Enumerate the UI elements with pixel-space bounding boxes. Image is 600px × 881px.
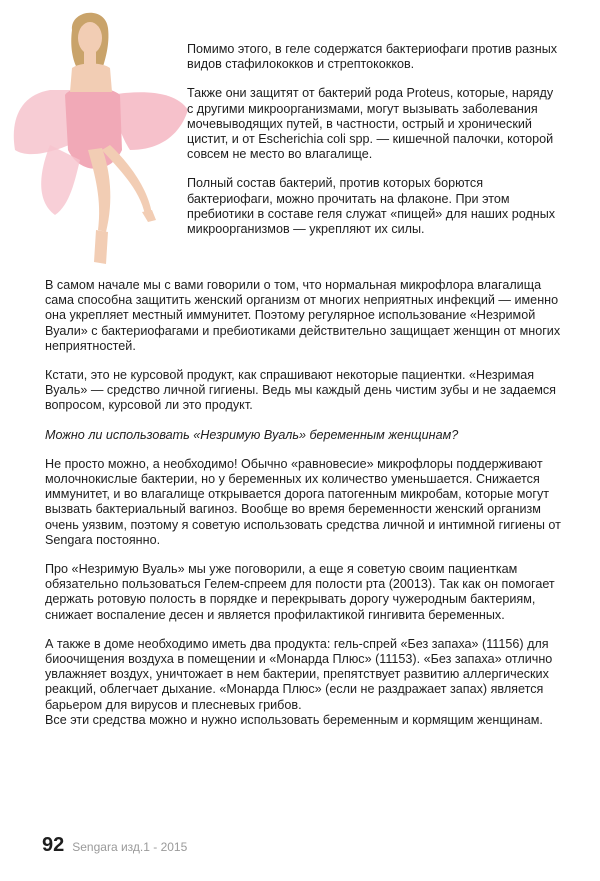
intro-text-column [187, 42, 562, 251]
paragraph-text: А также в доме необходимо иметь два продукта: гель-спрей «Без запаха» (11156) для биоочищения воздуха в помещении и «Монарда Плюс» (11153). «Без запаха» отлично увлажняет воздух, уничтожает в нем бактерии, препятствует развитию аллергических реакций, облегчает дыхание. «Монарда Плюс» (если не раздражает запах) является барьером для вирусов и плесневых грибов. [45, 636, 553, 712]
paragraph [45, 637, 565, 728]
paragraph: Про «Незримую Вуаль» мы уже поговорили, а еще я советую своим пациенткам обязательно пользоваться Гелем-спреем для полости рта (20013). Так как он помогает держать ротовую полость в порядке и перекрывать дорогу чужеродным бактериям, снижает воспаление десен и является профилактикой гингивита беременных. [45, 562, 555, 622]
question-heading: Можно ли использовать «Незримую Вуаль» беременным женщинам? [45, 427, 459, 442]
model-illustration [10, 0, 190, 272]
paragraph: Кстати, это не курсовой продукт, как спрашивают некоторые пациентки. «Незримая Вуаль» — средство личной гигиены. Ведь мы каждый день чистим зубы и не задаемся вопросом, курсовой ли это продукт. [45, 368, 556, 413]
paragraph-text: Все эти средства можно и нужно использовать беременным и кормящим женщинам. [45, 712, 543, 727]
page-number: 92 [42, 834, 65, 856]
publication-label: Sengara изд.1 - 2015 [72, 840, 188, 854]
paragraph: Не просто можно, а необходимо! Обычно «равновесие» микрофлоры поддерживают молочнокислые бактерии, но у беременных их количество уменьшается. Снижается иммунитет, и во влагалище открывается дорога патогенным микробам, которые могут вызвать бактериальный вагиноз. Вообще во время беременности женский организм очень уязвим, поэтому я советую использовать средства личной и интимной гигиены от Sengara постоянно. [45, 456, 561, 547]
paragraph: Помимо этого, в геле содержатся бактериофаги против разных видов стафилококков и стрептококков. [187, 42, 558, 72]
page-footer [42, 834, 187, 857]
paragraph: Полный состав бактерий, против которых борются бактериофаги, можно прочитать на флаконе. При этом пребиотики в составе геля служат «пищей» для наших родных микроорганизмов — укрепляют их силы. [187, 176, 556, 237]
paragraph: Также они защитят от бактерий рода Proteus, которые, наряду с другими микроорганизмами, могут вызывать заболевания мочевыводящих путей, в частности, острый и хронический цистит, и от Escherichia coli spp. — кишечной палочки, которой совсем не место во влагалище. [187, 86, 554, 162]
main-text-column [45, 278, 565, 728]
paragraph: В самом начале мы с вами говорили о том, что нормальная микрофлора влагалища сама способна защитить женский организм от многих неприятных инфекций — именно она укрепляет местный иммунитет. Поэтому регулярное использование «Незримой Вуали» с бактериофагами и пребиотиками действительно защищает женщин от многих неприятностей. [45, 278, 561, 353]
